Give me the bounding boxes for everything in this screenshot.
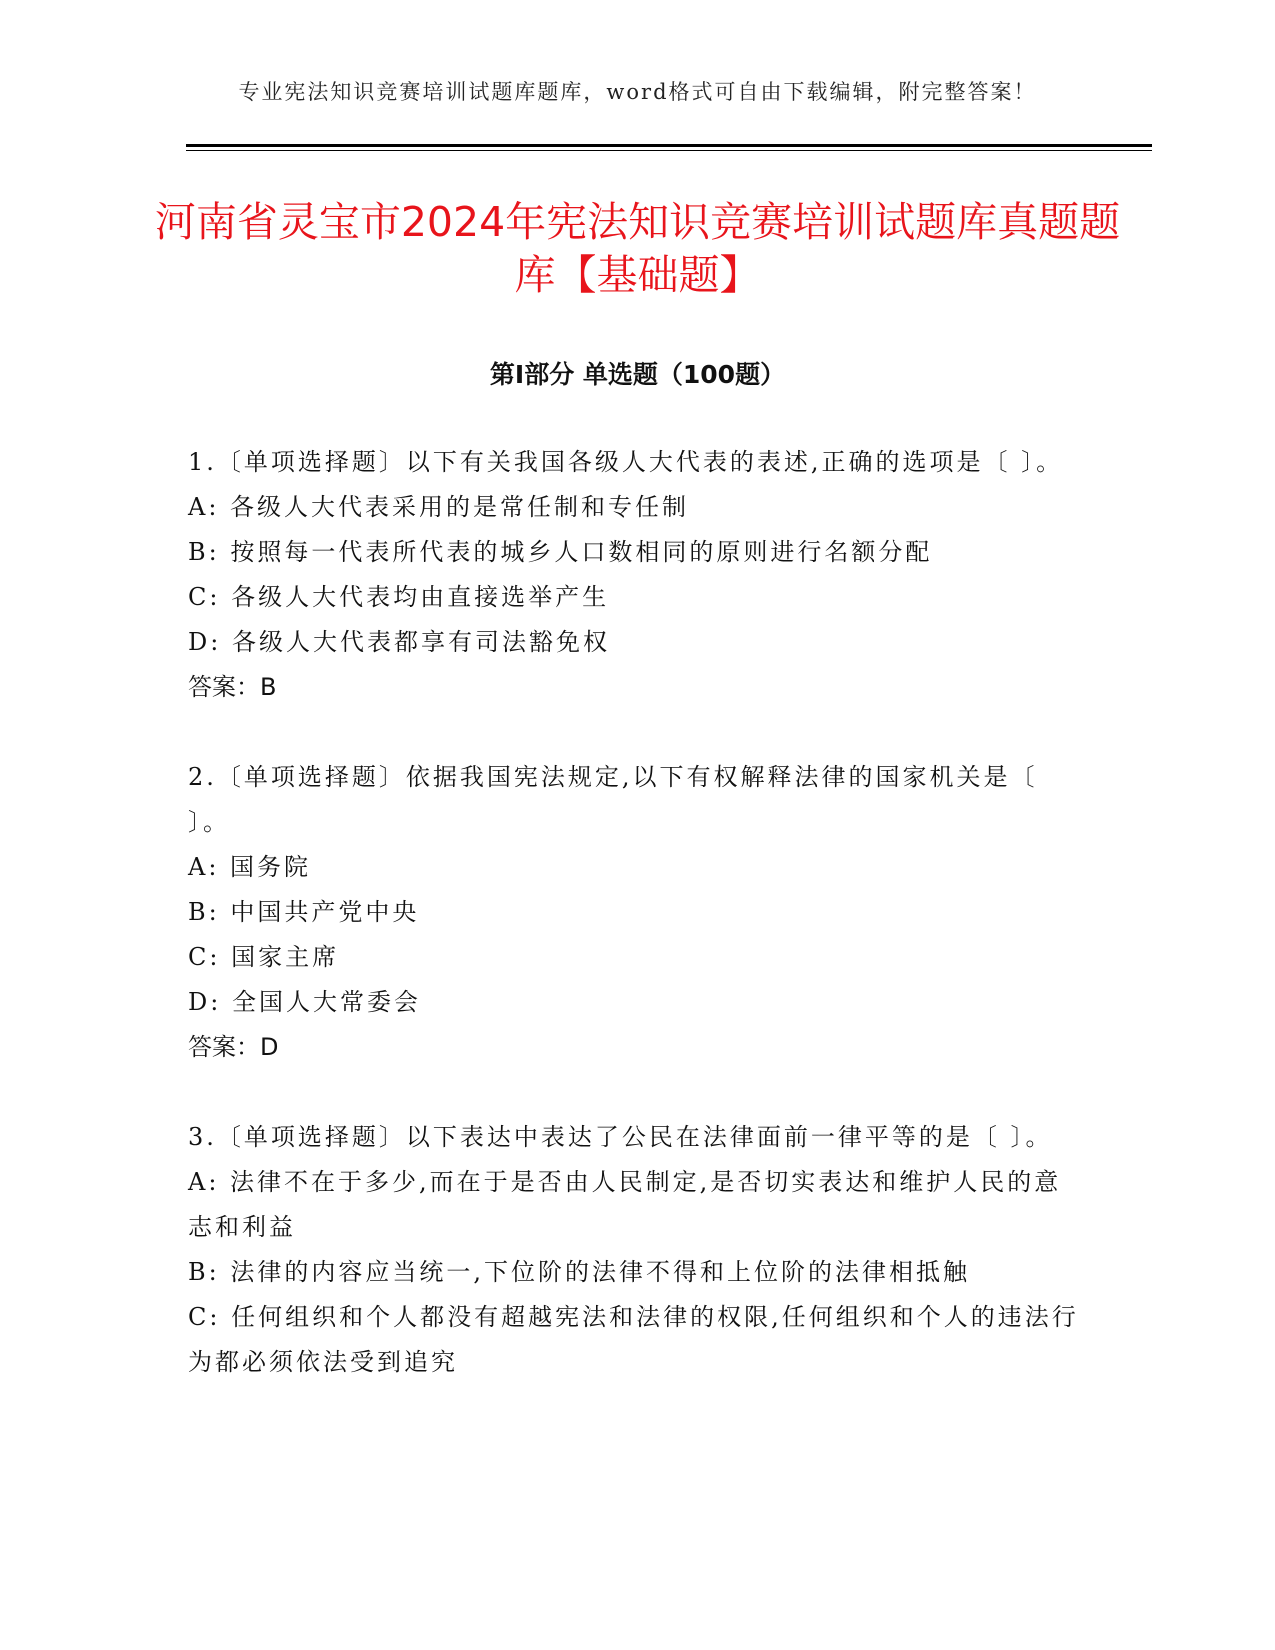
option-a: A: 国务院 [188, 853, 312, 881]
section-title: 第Ⅰ部分 单选题（100题） [489, 360, 786, 389]
option-a: A: 法律不在于多少,而在于是否由人民制定,是否切实表达和维护人民的意志和利益 [188, 1168, 1062, 1241]
answer-text: 答案：D [188, 1033, 279, 1061]
option-b: B: 按照每一代表所代表的城乡人口数相同的原则进行名额分配 [188, 538, 933, 566]
header-rule-thick [186, 144, 1152, 147]
page-header: 专业宪法知识竞赛培训试题库题库，word格式可自由下载编辑，附完整答案！ [238, 80, 1037, 104]
option-c: C: 各级人大代表均由直接选举产生 [188, 583, 610, 611]
option-d: D: 各级人大代表都享有司法豁免权 [188, 628, 610, 656]
question-stem: 1.〔单项选择题〕以下有关我国各级人大代表的表述,正确的选项是〔 〕。 [188, 448, 1064, 476]
document-title: 河南省灵宝市2024年宪法知识竞赛培训试题库真题题库【基础题】 [154, 198, 1121, 299]
question-1 [188, 440, 1088, 710]
option-a: A: 各级人大代表采用的是常任制和专任制 [188, 493, 690, 521]
question-list [188, 440, 1088, 1430]
option-c: C: 国家主席 [188, 943, 340, 971]
option-b: B: 中国共产党中央 [188, 898, 420, 926]
option-b: B: 法律的内容应当统一,下位阶的法律不得和上位阶的法律相抵触 [188, 1258, 970, 1286]
header-rule-thin [186, 150, 1152, 151]
option-c: C: 任何组织和个人都没有超越宪法和法律的权限,任何组织和个人的违法行为都必须依法受到追究 [188, 1303, 1079, 1376]
question-3 [188, 1115, 1088, 1385]
question-2 [188, 755, 1088, 1070]
option-d: D: 全国人大常委会 [188, 988, 421, 1016]
question-stem: 3.〔单项选择题〕以下表达中表达了公民在法律面前一律平等的是〔 〕。 [188, 1123, 1053, 1151]
answer-text: 答案：B [188, 673, 277, 701]
question-stem: 2.〔单项选择题〕依据我国宪法规定,以下有权解释法律的国家机关是〔 〕。 [188, 763, 1038, 836]
